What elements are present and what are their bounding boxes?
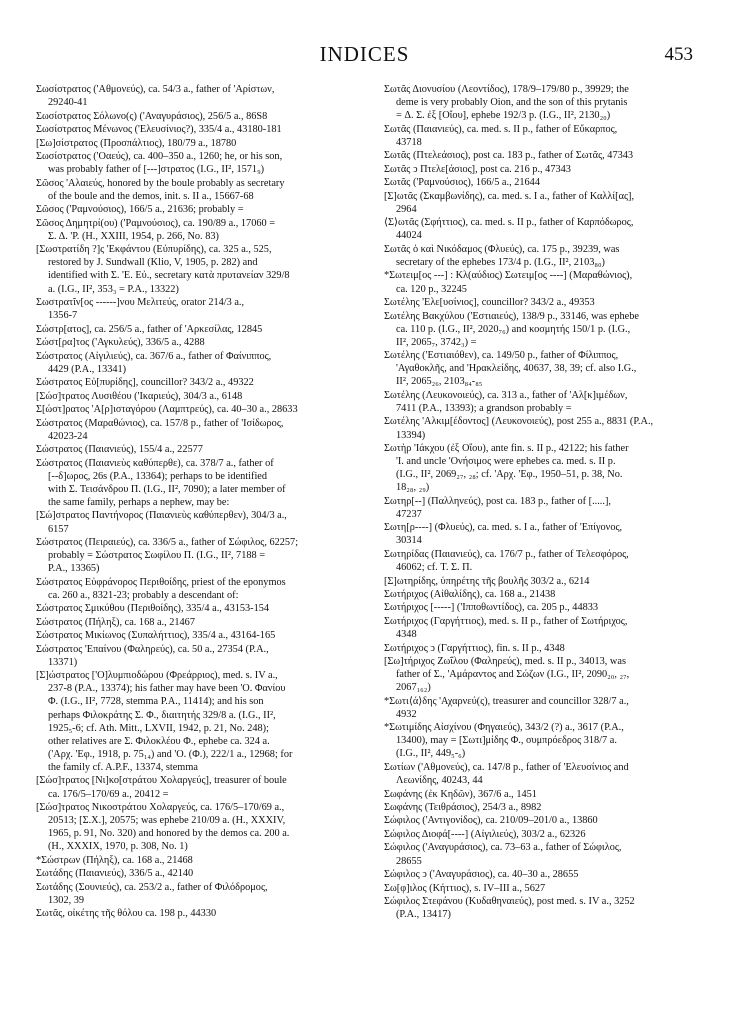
index-entry: *Σώστρων (Πήληξ), ca. 168 a., 21468	[36, 854, 193, 866]
index-entry: Σώστρατος (Αἰγιλιεύς), ca. 367/6 a., father of Φαίνιππος, 4429 (P.A., 13341)	[36, 350, 272, 375]
index-entry: Σώστρατος (Παιανιεύς), 155/4 a., 22577	[36, 444, 203, 456]
index-entry: Σώστρατος Εὐ[πυρίδης], councillor? 343/2 a., 49322	[36, 377, 254, 389]
index-entry: [Σ]ωτηρίδης, ὑπηρέτης τῆς βουλῆς 303/2 a., 6214	[384, 575, 590, 587]
index-entry: Σώστρατος (Παιανιεὺς καθύπερθε), ca. 378/7 a., father of [--δ]ωρος, 26s (P.A., 13364); perhaps to be identified with Σ. Τεισάνδρου Π. (I.G., II², 7090); a later member of the same family, perhaps a nephew, may be:	[36, 457, 286, 508]
index-entry: *Σωτειμ[ος ---] : Κλ(αύδιος) Σωτειμ[ος ----] (Μαραθώνιος), ca. 120 p., 32245	[384, 270, 633, 295]
index-entry: Σωσίστρατος Σόλωνο(ς) ('Αναγυράσιος), 256/5 a., 86S8	[36, 110, 268, 122]
page-number: 453	[664, 44, 693, 65]
index-entry: Σωτήριχος (Αἰθαλίδης), ca. 168 a., 21438	[384, 588, 556, 600]
right-column	[384, 83, 700, 922]
index-entry: Σωτέλης Βακχύλου ('Εστιαιεύς), 138/9 p., 33146, was ephebe ca. 110 p. (I.G., II², 2020₇₆) and κοσμητής 150/1 p. (I.G., II², 2065₇, 3742₃) =	[384, 310, 639, 348]
index-entry: Σωτᾶς ('Ραμνούσιος), 166/5 a., 21644	[384, 177, 540, 189]
index-entry: [Σ]ωτᾶς (Σκαμβωνίδης), ca. med. s. I a., father of Καλλί[ας], 2964	[384, 190, 635, 215]
index-entry: *Σωτιμίδης Αἰσχίνου (Φηγαιεύς), 343/2 (?) a., 3617 (P.A., 13400), may = [Σωτι]μίδης Φ., συμπρόεδρος 318/7 a. (I.G., II², 449₅-₆)	[384, 722, 624, 760]
index-entry: Σωτέλης (Λευκονοιεύς), ca. 313 a., father of 'Αλ[κ]ιμέδων, 7411 (P.A., 13393); a grandson probably =	[384, 389, 628, 414]
index-entry: Σῶσος Δημητρί(ου) ('Ραμνούσιος), ca. 190/89 a., 17060 = Σ. Δ. 'Ρ. (H., XXIII, 1954, p. 266, No. 83)	[36, 217, 276, 242]
index-entry: Σώφιλος ↄ ('Αναγυράσιος), ca. 40–30 a., 28655	[384, 869, 579, 881]
index-entry: Σώφιλος Στεφάνου (Κυδαθηναιεύς), post med. s. IV a., 3252 (P.A., 13417)	[384, 896, 635, 921]
index-entry: Σωτέλης 'Αλκιμ[έδοντος] (Λευκονοιεύς), post 255 a., 8831 (P.A., 13394)	[384, 416, 654, 441]
index-entry: Σώστρατος (Πειραιεύς), ca. 336/5 a., father of Σώφιλος, 62257; probably = Σώστρατος Σωφίλου Π. (I.G., II², 7188 = P.A., 13365)	[36, 537, 299, 575]
index-entry: Σῶσος ('Ραμνούσιος), 166/5 a., 21636; probably =	[36, 204, 244, 216]
index-entry: Σωτη[ρ----] (Φλυεύς), ca. med. s. I a., father of 'Επίγονος, 30314	[384, 522, 623, 547]
index-entry: [Σ]ώστρατος ['Ο]λυμπιοδώρου (Φρεάρριος), med. s. IV a., 237-8 (P.A., 13374); his father may have been 'Ο. Φανίου Φ. (I.G., II², 7728, stemma P.A., 11414); and his son perhaps Φιλοκράτης Σ. Φ., διαιτητής 329/8 a. (I.G., II², 1925₅-6; cf. Ath. Mitt., LXVII, 1942, p. 21, No. 248); other relatives are Σ. Φιλοκλέου Φ., ephebe ca. 324 a. ('Αρχ. 'Εφ., 1918, p. 75₁₄) and 'Ο. (Φ.), 222/1 a., 12968; for the family cf. A.P.F., 13374, stemma	[36, 670, 293, 773]
index-entry: [Σώ]στρατος Παντήνορος (Παιανιεὺς καθύπερθεν), 304/3 a., 6157	[36, 510, 287, 535]
index-entry: Σώστρ[ατος], ca. 256/5 a., father of 'Αρκεσίλας, 12845	[36, 323, 263, 335]
index-entry: Σωτίων ('Αθμονεύς), ca. 147/8 p., father of 'Ελευσίνιος and Λεωνίδης, 40243, 44	[384, 761, 629, 787]
index-entry: Σωτάδης (Σουνιεύς), ca. 253/2 a., father of Φιλόδρομος, 1302, 39	[36, 881, 268, 906]
index-entry: [Σω]τήριχος Ζωΐλου (Φαληρεύς), med. s. II p., 34013, was father of Σ., 'Αμάραντος and Σώζων (I.G., II², 2090₂₀, ₂₇, 2067₁₆₂)	[384, 656, 630, 694]
index-entry: Σωτήριχος [-----] ('Ιπποθωντίδος), ca. 205 p., 44833	[384, 602, 599, 614]
index-entry: Σωσίστρατος ('Αθμονεύς), ca. 54/3 a., father of 'Αρίστων, 29240-41	[36, 84, 275, 109]
index-entry: Σώστρατος 'Επαίνου (Φαληρεύς), ca. 50 a., 27354 (P.A., 13371)	[36, 643, 269, 668]
index-entry: Σωτᾶς (Παιανιεύς), ca. med. s. II p., father of Εὔκαρπος, 43718	[384, 123, 618, 148]
page-title: INDICES	[319, 42, 410, 66]
index-entry: [Σω]σίστρατος (Προσπάλτιος), 180/79 a., 18780	[36, 137, 237, 149]
index-entry: Σώφιλος ('Αναγυράσιος), ca. 73–63 a., father of Σώφιλος, 28655	[384, 842, 622, 867]
index-entry: Σώστρατος (Πήληξ), ca. 168 a., 21467	[36, 616, 195, 628]
running-head	[0, 42, 729, 72]
index-entry: Σω[φ]ιλος (Κήττιος), s. IV–III a., 5627	[384, 882, 546, 894]
index-entry: Σωφάνης (ἐκ Κηδῶν), 367/6 a., 1451	[384, 788, 537, 800]
index-entry: Σωτηρίδας (Παιανιεύς), ca. 176/7 p., father of Τελεσφόρος, 46062; cf. Τ. Σ. Π.	[384, 548, 629, 574]
index-entry: Σωστρατῖν[ος ------]νου Μελιτεύς, orator 214/3 a., 1356-7	[36, 297, 245, 322]
index-entry: Σωτὴρ 'Ιάκχου (ἐξ Οἴου), ante fin. s. II p., 42122; his father 'I. and uncle 'Ονήσιμος were ephebes ca. med. s. II p. (I.G., II², 2069₂₇, ₂₈; cf. 'Αρχ. 'Εφ., 1950–51, p. 38, No. 18₂₈, ₂₉)	[384, 443, 629, 494]
index-entry: Σώστ[ρα]τος ('Αγκυλεύς), 336/5 a., 4288	[36, 337, 205, 349]
index-entry: Σωτήριχος (Γαργήττιος), med. s. II p., father of Σωτήριχος, 4348	[384, 615, 628, 641]
index-entry: Σωφάνης (Τειθράσιος), 254/3 a., 8982	[384, 802, 542, 813]
index-entry: Σώστρατος Μικίωνος (Συπαλήττιος), 335/4 a., 43164-165	[36, 630, 276, 642]
index-entry: Σωτᾶς, οἰκέτης τῆς θόλου ca. 198 p., 44330	[36, 908, 217, 920]
index-entry: Σώστρατος Σμικύθου (Περιθοίδης), 335/4 a., 43153-154	[36, 603, 270, 615]
index-entry: Σωτέλης 'Ελε[υσίνιος], councillor? 343/2 a., 49353	[384, 297, 595, 309]
index-entry: [Σωστρατίδη ?]ς 'Εκφάντου (Εὐπυρίδης), ca. 325 a., 525, restored by J. Sundwall (Klio, V, 1905, p. 282) and identified with Σ. 'Ε. Εὐ., secretary κατὰ πρυτανείαν 329/8 a. (I.G., II², 353₃ = P.A., 13322)	[36, 244, 290, 295]
index-entry: Σώφιλος ('Αντιγονίδος), ca. 210/09–201/0 a., 13860	[384, 815, 598, 827]
index-entry: Σωτᾶς Διονυσίου (Λεοντίδος), 178/9–179/80 p., 39929; the deme is very probably Oion, and the son of this prytanis = Δ. Σ. ἐξ [Οἴου], ephebe 192/3 p. (I.G., II², 2130₂₀)	[384, 84, 629, 122]
index-entry: [Σώσ]τρατος [Νι]κο[στράτου Χολαργεύς], treasurer of boule ca. 176/5–170/69 a., 20412 =	[36, 775, 287, 800]
left-column	[36, 83, 352, 921]
index-entry: Σωτηρ[--] (Παλληνεύς), post ca. 183 p., father of [.....], 47237	[384, 495, 611, 520]
index-entry: *Σωτι⟨ά⟩δης 'Αχαρνεύ(ς), treasurer and councillor 328/7 a., 4932	[384, 695, 629, 720]
index-entry: Σωσίστρατος Μένωνος ('Ελευσίνιος?), 335/4 a., 43180-181	[36, 124, 282, 136]
index-entry: Σ[ώστ]ρατος 'Α[ρ]ισταγόρου (Λαμπτρεύς), ca. 40–30 a., 28633	[36, 404, 298, 416]
index-entry: Σωτᾶς ὁ καὶ Νικόδαμος (Φλυεύς), ca. 175 p., 39239, was secretary of the ephebes 173/4 p. (I.G., II², 2103₈₀)	[384, 243, 620, 268]
index-entry: Σωτάδης (Παιανιεύς), 336/5 a., 42140	[36, 868, 194, 880]
index-entry: Σωτήριχος ↄ (Γαργήττιος), fin. s. II p., 4348	[384, 642, 565, 654]
index-entry: Σωτᾶς ↄ Πτελε[άσιος], post ca. 216 p., 47343	[384, 163, 571, 175]
index-entry: Σώστρατος Εὐφράνορος Περιθοίδης, priest of the eponymos ca. 260 a., 8321-23; probably a descendant of:	[36, 576, 286, 601]
index-entry: Σωσίστρατος ('Οαεύς), ca. 400–350 a., 1260; he, or his son, was probably father of [---]στρατος (I.G., II², 1571₉)	[36, 151, 283, 176]
index-entry: Σωτέλης ('Εστιαιόθεν), ca. 149/50 p., father of Φίλιππος, 'Αγαθοκλῆς, and 'Ηρακλείδης, 40637, 38, 39; cf. also I.G., II², 2065₂₆, 2103₈₄-₈₅	[384, 350, 637, 388]
index-entry: Σώστρατος (Μαραθώνιος), ca. 157/8 p., father of 'Ισίδωρος, 42023-24	[36, 417, 284, 442]
index-entry: ⟨Σ⟩ωτᾶς (Σφήττιος), ca. med. s. II p., father of Καρπόδωρος, 44024	[384, 217, 634, 242]
index-entry: Σωτᾶς (Πτελεάσιος), post ca. 183 p., father of Σωτᾶς, 47343	[384, 150, 634, 162]
index-entry: Σῶσος 'Αλαιεύς, honored by the boule probably as secretary of the boule and the demos, init. s. II a., 15667-68	[36, 177, 285, 202]
index-entry: Σώφιλος Διοφά[----] (Αἰγιλιεύς), 303/2 a., 62326	[384, 828, 586, 840]
index-entry: [Σώσ]τρατος Λυσιθέου ('Ικαριεύς), 304/3 a., 6148	[36, 390, 243, 402]
index-entry: [Σώσ]τρατος Νικοστράτου Χολαργεύς, ca. 176/5–170/69 a., 20513; [Σ.Χ.], 20575; was ephebe 210/09 a. (H., XXXIV, 1965, p. 91, No. 320) and honored by the demos ca. 200 a. (H., XXXIX, 1970, p. 308, No. 1)	[36, 802, 290, 853]
